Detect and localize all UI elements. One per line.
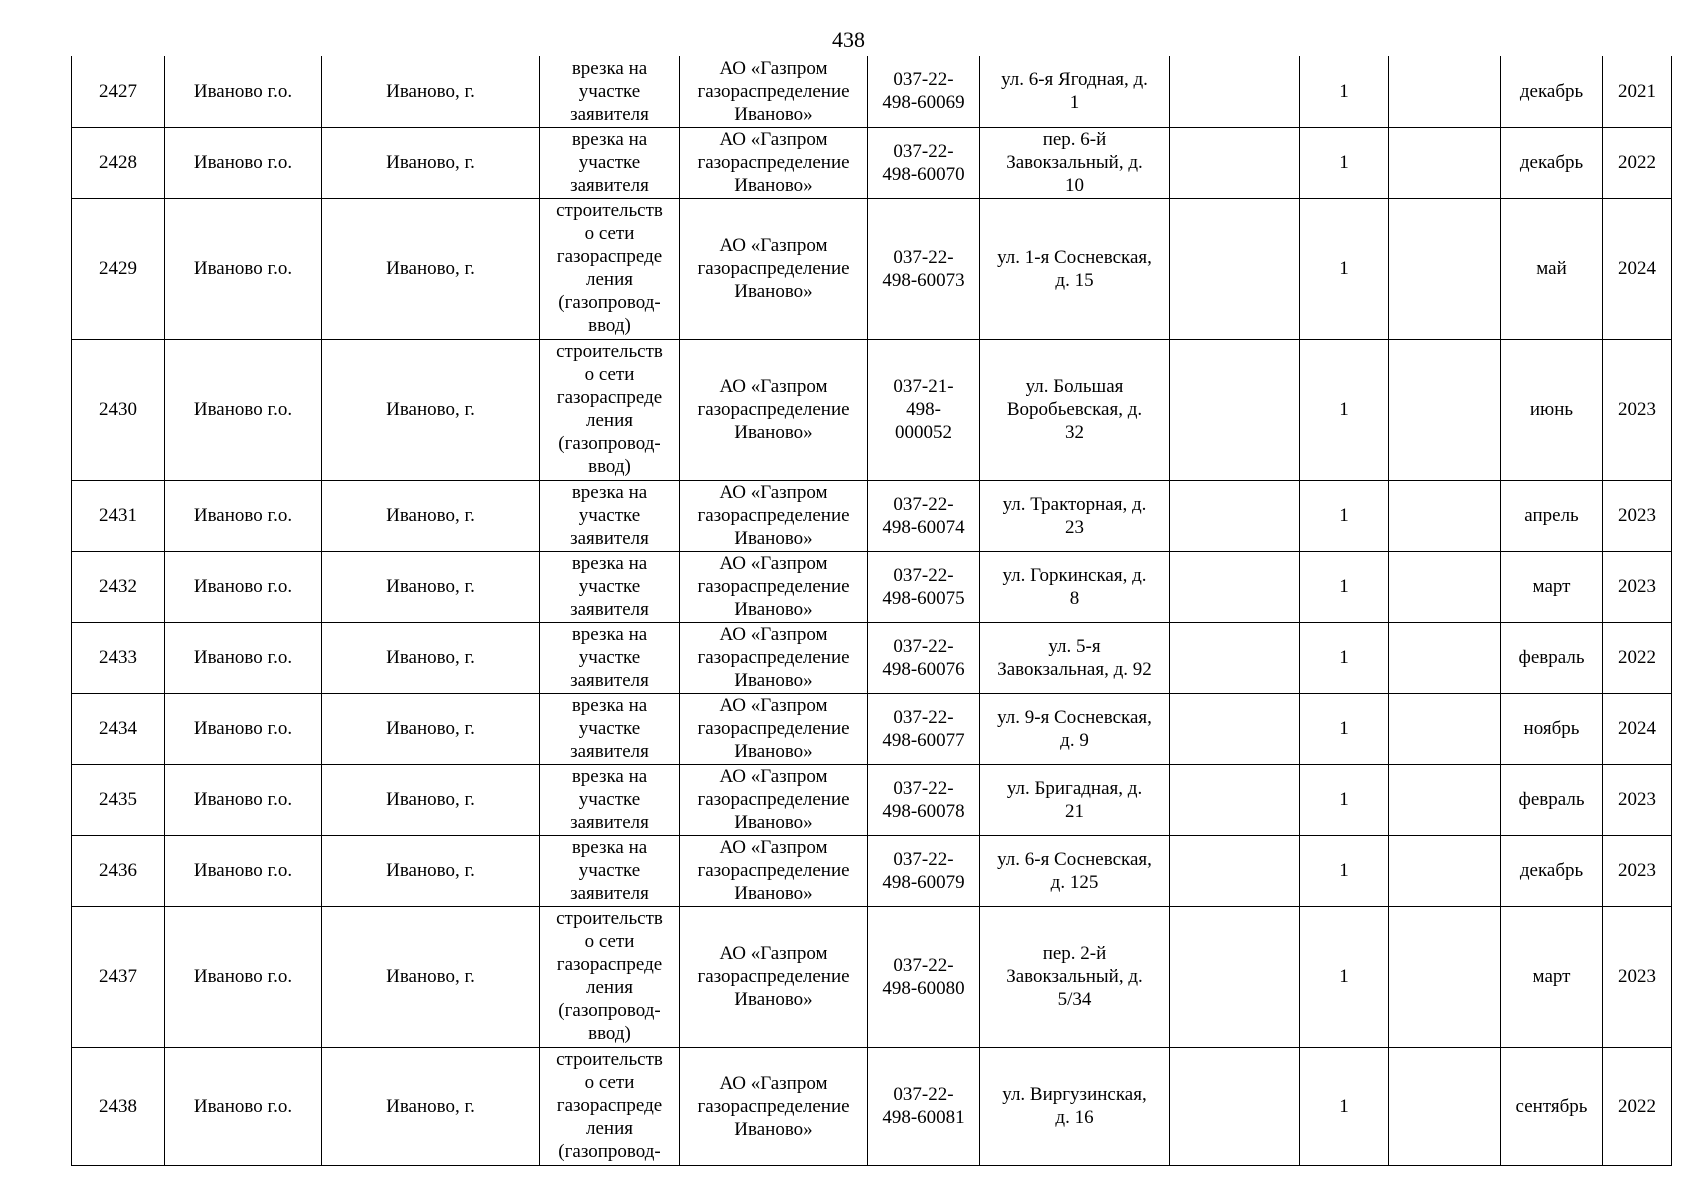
organization-line: газораспределение: [697, 966, 850, 987]
code-cell: [868, 198, 980, 339]
work-type-line: о сети: [584, 222, 635, 244]
work-type-line: врезка на: [571, 482, 648, 503]
code-cell: [868, 127, 980, 198]
municipality-cell: Иваново г.о.: [165, 622, 322, 693]
organization-line: Иваново»: [734, 103, 813, 125]
work-type-line: заявителя: [570, 670, 649, 691]
organization-cell: [680, 551, 868, 622]
table-row: [72, 906, 1672, 1047]
year-cell: 2021: [1603, 56, 1672, 127]
settlement-cell: Иваново, г.: [322, 198, 540, 339]
code-line: 498-60079: [882, 871, 965, 893]
address-line: ул. Большая: [1025, 376, 1124, 397]
month-cell: июнь: [1501, 339, 1603, 480]
address-cell: [980, 339, 1170, 480]
code-line: 498-60080: [882, 977, 965, 999]
code-line: 037-22-: [893, 493, 954, 515]
code-line: 037-22-: [893, 246, 954, 268]
address-cell: [980, 693, 1170, 764]
settlement-cell: Иваново, г.: [322, 835, 540, 906]
organization-line: Иваново»: [734, 670, 813, 691]
organization-line: газораспределение: [697, 505, 850, 526]
table-row: [72, 127, 1672, 198]
empty-cell: [1389, 693, 1501, 764]
empty-cell: [1170, 198, 1300, 339]
organization-cell: [680, 198, 868, 339]
address-line: ул. 9-я Сосневская,: [997, 706, 1152, 728]
organization-line: газораспределение: [697, 789, 850, 810]
settlement-cell: Иваново, г.: [322, 693, 540, 764]
work-type-line: газораспреде: [556, 1094, 663, 1116]
address-line: 21: [1065, 800, 1084, 822]
quantity-cell: 1: [1300, 339, 1389, 480]
work-type-line: строительств: [556, 1048, 663, 1070]
empty-cell: [1170, 835, 1300, 906]
quantity-cell: 1: [1300, 1047, 1389, 1165]
row-number-cell: 2430: [72, 339, 165, 480]
municipality-cell: Иваново г.о.: [165, 551, 322, 622]
work-type-line: ввод): [588, 314, 631, 336]
code-cell: [868, 622, 980, 693]
code-line: 037-22-: [893, 1084, 954, 1105]
code-cell: [868, 551, 980, 622]
organization-line: АО «Газпром: [719, 482, 828, 503]
work-type-line: ввод): [588, 1022, 631, 1044]
month-cell: март: [1501, 551, 1603, 622]
address-line: 23: [1065, 516, 1084, 538]
organization-line: АО «Газпром: [719, 57, 828, 79]
work-type-line: врезка на: [571, 553, 648, 574]
address-line: Воробьевская, д.: [1006, 399, 1143, 420]
quantity-cell: 1: [1300, 198, 1389, 339]
organization-line: АО «Газпром: [719, 943, 828, 964]
work-type-line: ления: [586, 1117, 633, 1139]
address-line: Завокзальный, д.: [1006, 966, 1143, 987]
year-cell: 2022: [1603, 127, 1672, 198]
work-type-line: ления: [586, 409, 633, 431]
work-type-line: о сети: [584, 363, 635, 385]
organization-line: Иваново»: [734, 528, 813, 549]
address-line: ул. 5-я: [1048, 635, 1101, 657]
empty-cell: [1389, 622, 1501, 693]
code-line: 498-60078: [882, 800, 965, 822]
address-cell: [980, 906, 1170, 1047]
work-type-cell: [540, 551, 680, 622]
row-number-cell: 2428: [72, 127, 165, 198]
organization-cell: [680, 693, 868, 764]
organization-line: АО «Газпром: [719, 235, 828, 256]
address-line: ул. 6-я Сосневская,: [997, 848, 1152, 870]
work-type-cell: [540, 622, 680, 693]
organization-line: АО «Газпром: [719, 1072, 828, 1094]
table-row: [72, 693, 1672, 764]
work-type-line: газораспреде: [556, 953, 663, 975]
work-type-line: ления: [586, 268, 633, 290]
work-type-cell: [540, 835, 680, 906]
work-type-line: заявителя: [570, 741, 649, 762]
table-row: [72, 622, 1672, 693]
settlement-cell: Иваново, г.: [322, 764, 540, 835]
empty-cell: [1389, 198, 1501, 339]
table-row: [72, 764, 1672, 835]
work-type-line: врезка на: [571, 766, 648, 787]
work-type-line: участке: [578, 860, 641, 881]
month-cell: май: [1501, 198, 1603, 339]
year-cell: 2023: [1603, 551, 1672, 622]
organization-line: Иваново»: [734, 422, 813, 443]
address-line: ул. 6-я Ягодная, д.: [1001, 69, 1148, 91]
table-row: [72, 551, 1672, 622]
year-cell: 2023: [1603, 339, 1672, 480]
address-line: Завокзальный, д.: [1006, 152, 1143, 173]
address-cell: [980, 480, 1170, 551]
settlement-cell: Иваново, г.: [322, 551, 540, 622]
work-type-line: врезка на: [571, 57, 648, 79]
month-cell: сентябрь: [1501, 1047, 1603, 1165]
code-cell: [868, 835, 980, 906]
work-type-cell: [540, 198, 680, 339]
settlement-cell: Иваново, г.: [322, 622, 540, 693]
row-number-cell: 2437: [72, 906, 165, 1047]
code-cell: [868, 480, 980, 551]
year-cell: 2023: [1603, 906, 1672, 1047]
address-line: 8: [1069, 587, 1080, 609]
work-type-line: заявителя: [570, 175, 649, 196]
organization-line: Иваново»: [734, 281, 813, 302]
empty-cell: [1389, 906, 1501, 1047]
organization-line: газораспределение: [697, 1095, 850, 1117]
code-line: 037-21-: [893, 376, 954, 397]
work-type-line: о сети: [584, 1071, 635, 1093]
quantity-cell: 1: [1300, 693, 1389, 764]
organization-line: АО «Газпром: [719, 129, 828, 150]
work-type-line: (газопровод-: [558, 999, 661, 1021]
organization-line: Иваново»: [734, 599, 813, 620]
organization-line: Иваново»: [734, 883, 813, 904]
organization-line: Иваново»: [734, 1118, 813, 1140]
settlement-cell: Иваново, г.: [322, 339, 540, 480]
organization-cell: [680, 764, 868, 835]
address-line: ул. Виргузинская,: [1002, 1084, 1147, 1105]
empty-cell: [1170, 56, 1300, 127]
code-line: 037-22-: [893, 69, 954, 91]
organization-line: АО «Газпром: [719, 376, 828, 397]
work-type-line: заявителя: [570, 812, 649, 833]
month-cell: апрель: [1501, 480, 1603, 551]
municipality-cell: Иваново г.о.: [165, 764, 322, 835]
code-line: 498-60074: [882, 516, 965, 538]
quantity-cell: 1: [1300, 906, 1389, 1047]
organization-line: газораспределение: [697, 80, 850, 102]
code-line: 498-60081: [882, 1107, 965, 1128]
organization-line: Иваново»: [734, 175, 813, 196]
month-cell: февраль: [1501, 622, 1603, 693]
organization-cell: [680, 622, 868, 693]
code-cell: [868, 1047, 980, 1165]
organization-cell: [680, 1047, 868, 1165]
work-type-cell: [540, 764, 680, 835]
table-row: [72, 1047, 1672, 1165]
code-line: 037-22-: [893, 635, 954, 657]
row-number-cell: 2438: [72, 1047, 165, 1165]
code-line: 498-60075: [882, 587, 965, 609]
address-line: Завокзальная, д. 92: [997, 658, 1152, 680]
code-cell: [868, 56, 980, 127]
work-type-cell: [540, 339, 680, 480]
organization-line: АО «Газпром: [719, 624, 828, 645]
address-line: пер. 2-й: [1042, 943, 1107, 964]
code-line: 037-22-: [893, 564, 954, 586]
address-cell: [980, 56, 1170, 127]
table-row: [72, 198, 1672, 339]
organization-line: АО «Газпром: [719, 766, 828, 787]
address-line: ул. Тракторная, д.: [1002, 493, 1147, 515]
work-type-line: врезка на: [571, 129, 648, 150]
row-number-cell: 2427: [72, 56, 165, 127]
address-line: пер. 6-й: [1042, 129, 1107, 150]
quantity-cell: 1: [1300, 480, 1389, 551]
work-type-line: строительств: [556, 199, 663, 221]
municipality-cell: Иваново г.о.: [165, 480, 322, 551]
organization-cell: [680, 339, 868, 480]
year-cell: 2022: [1603, 1047, 1672, 1165]
year-cell: 2023: [1603, 835, 1672, 906]
empty-cell: [1389, 480, 1501, 551]
organization-line: газораспределение: [697, 399, 850, 420]
settlement-cell: Иваново, г.: [322, 127, 540, 198]
municipality-cell: Иваново г.о.: [165, 56, 322, 127]
organization-line: газораспределение: [697, 860, 850, 881]
organization-cell: [680, 480, 868, 551]
year-cell: 2023: [1603, 480, 1672, 551]
empty-cell: [1170, 551, 1300, 622]
address-cell: [980, 127, 1170, 198]
organization-line: Иваново»: [734, 989, 813, 1010]
address-line: д. 16: [1055, 1107, 1094, 1128]
work-type-cell: [540, 693, 680, 764]
month-cell: февраль: [1501, 764, 1603, 835]
work-type-line: участке: [578, 647, 641, 668]
empty-cell: [1170, 906, 1300, 1047]
municipality-cell: Иваново г.о.: [165, 835, 322, 906]
address-line: д. 15: [1055, 269, 1094, 291]
work-type-cell: [540, 906, 680, 1047]
table-row: [72, 56, 1672, 127]
organization-line: газораспределение: [697, 152, 850, 173]
empty-cell: [1389, 1047, 1501, 1165]
work-type-line: врезка на: [571, 837, 648, 858]
table-body: [72, 56, 1672, 1165]
row-number-cell: 2436: [72, 835, 165, 906]
code-cell: [868, 693, 980, 764]
work-type-line: заявителя: [570, 103, 649, 125]
work-type-line: участке: [578, 80, 641, 102]
address-line: ул. Бригадная, д.: [1006, 777, 1143, 799]
code-line: 498-60076: [882, 658, 965, 680]
work-type-line: врезка на: [571, 695, 648, 716]
address-cell: [980, 835, 1170, 906]
address-line: ул. 1-я Сосневская,: [997, 246, 1152, 268]
work-type-line: строительств: [556, 907, 663, 929]
code-line: 037-22-: [893, 777, 954, 799]
table-row: [72, 480, 1672, 551]
work-type-cell: [540, 56, 680, 127]
address-line: д. 9: [1060, 729, 1089, 751]
month-cell: декабрь: [1501, 56, 1603, 127]
code-cell: [868, 764, 980, 835]
work-type-line: о сети: [584, 930, 635, 952]
table-row: [72, 835, 1672, 906]
code-line: 037-22-: [893, 954, 954, 976]
register-table: [71, 56, 1672, 1166]
work-type-line: участке: [578, 505, 641, 526]
work-type-line: участке: [578, 718, 641, 739]
settlement-cell: Иваново, г.: [322, 1047, 540, 1165]
empty-cell: [1170, 339, 1300, 480]
year-cell: 2022: [1603, 622, 1672, 693]
work-type-cell: [540, 480, 680, 551]
work-type-line: ления: [586, 976, 633, 998]
month-cell: март: [1501, 906, 1603, 1047]
quantity-cell: 1: [1300, 622, 1389, 693]
settlement-cell: Иваново, г.: [322, 906, 540, 1047]
empty-cell: [1170, 127, 1300, 198]
organization-cell: [680, 906, 868, 1047]
organization-cell: [680, 835, 868, 906]
empty-cell: [1389, 339, 1501, 480]
municipality-cell: Иваново г.о.: [165, 906, 322, 1047]
municipality-cell: Иваново г.о.: [165, 198, 322, 339]
organization-cell: [680, 127, 868, 198]
empty-cell: [1170, 622, 1300, 693]
work-type-line: (газопровод-: [558, 1140, 661, 1162]
municipality-cell: Иваново г.о.: [165, 693, 322, 764]
code-line: 498-: [906, 399, 941, 420]
organization-cell: [680, 56, 868, 127]
organization-line: АО «Газпром: [719, 837, 828, 858]
empty-cell: [1170, 764, 1300, 835]
organization-line: АО «Газпром: [719, 695, 828, 716]
work-type-line: газораспреде: [556, 245, 663, 267]
work-type-line: врезка на: [571, 624, 648, 645]
work-type-line: участке: [578, 789, 641, 810]
settlement-cell: Иваново, г.: [322, 480, 540, 551]
code-cell: [868, 339, 980, 480]
work-type-line: заявителя: [570, 599, 649, 620]
work-type-line: (газопровод-: [558, 432, 661, 454]
month-cell: ноябрь: [1501, 693, 1603, 764]
address-line: 1: [1069, 92, 1080, 114]
organization-line: газораспределение: [697, 258, 850, 279]
organization-line: газораспределение: [697, 576, 850, 597]
quantity-cell: 1: [1300, 56, 1389, 127]
work-type-line: газораспреде: [556, 386, 663, 408]
quantity-cell: 1: [1300, 127, 1389, 198]
empty-cell: [1389, 551, 1501, 622]
month-cell: декабрь: [1501, 835, 1603, 906]
year-cell: 2023: [1603, 764, 1672, 835]
page-number: 438: [832, 27, 865, 52]
month-cell: декабрь: [1501, 127, 1603, 198]
table-row: [72, 339, 1672, 480]
row-number-cell: 2435: [72, 764, 165, 835]
year-cell: 2024: [1603, 693, 1672, 764]
municipality-cell: Иваново г.о.: [165, 1047, 322, 1165]
work-type-line: участке: [578, 152, 641, 173]
empty-cell: [1389, 56, 1501, 127]
quantity-cell: 1: [1300, 551, 1389, 622]
address-cell: [980, 1047, 1170, 1165]
code-line: 498-60077: [882, 729, 965, 751]
municipality-cell: Иваново г.о.: [165, 127, 322, 198]
code-line: 498-60069: [882, 92, 965, 114]
address-line: 32: [1065, 422, 1084, 443]
empty-cell: [1389, 764, 1501, 835]
address-line: 5/34: [1057, 989, 1092, 1010]
work-type-cell: [540, 1047, 680, 1165]
address-cell: [980, 198, 1170, 339]
address-cell: [980, 551, 1170, 622]
work-type-line: заявителя: [570, 883, 649, 904]
settlement-cell: Иваново, г.: [322, 56, 540, 127]
empty-cell: [1170, 480, 1300, 551]
row-number-cell: 2432: [72, 551, 165, 622]
quantity-cell: 1: [1300, 835, 1389, 906]
address-line: ул. Горкинская, д.: [1002, 564, 1147, 586]
organization-line: газораспределение: [697, 718, 850, 739]
organization-line: АО «Газпром: [719, 553, 828, 574]
work-type-line: строительств: [556, 340, 663, 362]
code-line: 498-60073: [882, 269, 965, 291]
address-line: 10: [1065, 175, 1084, 196]
empty-cell: [1389, 835, 1501, 906]
code-line: 000052: [895, 422, 952, 443]
code-cell: [868, 906, 980, 1047]
work-type-line: заявителя: [570, 528, 649, 549]
organization-line: Иваново»: [734, 741, 813, 762]
work-type-line: ввод): [588, 455, 631, 477]
organization-line: Иваново»: [734, 812, 813, 833]
empty-cell: [1170, 693, 1300, 764]
code-line: 037-22-: [893, 848, 954, 870]
row-number-cell: 2434: [72, 693, 165, 764]
work-type-line: участке: [578, 576, 641, 597]
code-line: 037-22-: [893, 706, 954, 728]
row-number-cell: 2431: [72, 480, 165, 551]
row-number-cell: 2429: [72, 198, 165, 339]
municipality-cell: Иваново г.о.: [165, 339, 322, 480]
code-line: 498-60070: [882, 163, 965, 185]
code-line: 037-22-: [893, 140, 954, 162]
empty-cell: [1389, 127, 1501, 198]
organization-line: газораспределение: [697, 647, 850, 668]
address-line: д. 125: [1050, 871, 1099, 893]
quantity-cell: 1: [1300, 764, 1389, 835]
address-cell: [980, 622, 1170, 693]
year-cell: 2024: [1603, 198, 1672, 339]
empty-cell: [1170, 1047, 1300, 1165]
row-number-cell: 2433: [72, 622, 165, 693]
work-type-cell: [540, 127, 680, 198]
address-cell: [980, 764, 1170, 835]
work-type-line: (газопровод-: [558, 291, 661, 313]
